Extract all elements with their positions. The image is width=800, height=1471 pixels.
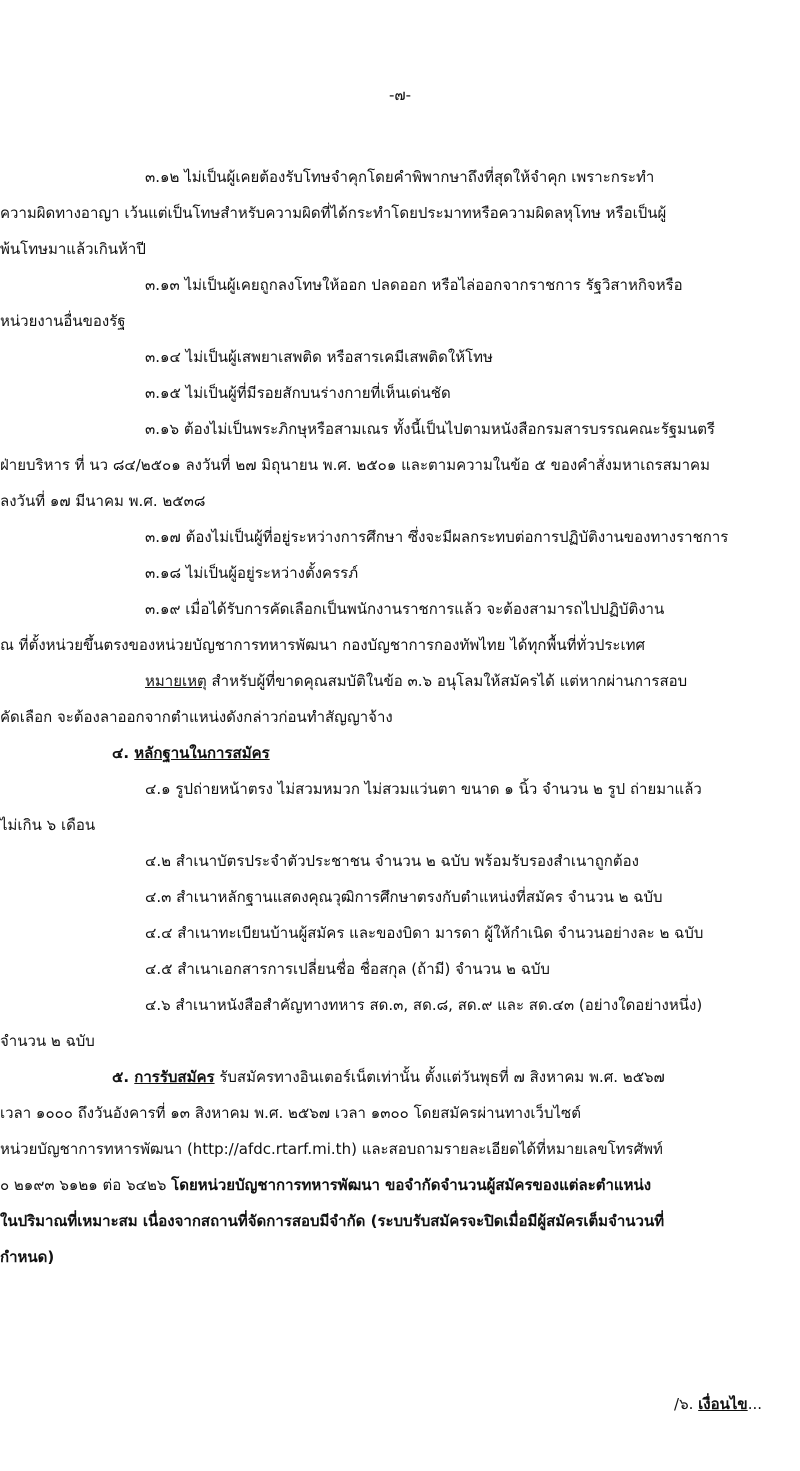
item-3-14: ๓.๑๔ ไม่เป็นผู้เสพยาเสพติด หรือสารเคมีเสพติดให้โทษ [145,348,493,366]
note-text: สำหรับผู้ที่ขาดคุณสมบัติในข้อ ๓.๖ อนุโลมให้สมัครได้ แต่หากผ่านการสอบ [206,672,688,690]
item-4-3: ๔.๓ สำเนาหลักฐานแสดงคุณวุฒิการศึกษาตรงกับตำแหน่งที่สมัคร จำนวน ๒ ฉบับ [145,888,663,906]
section-4-title: หลักฐานในการสมัคร [134,744,270,762]
item-4-6-line-2: จำนวน ๒ ฉบับ [0,1032,95,1050]
item-4-1-line-2: ไม่เกิน ๖ เดือน [0,816,96,834]
item-4-1-line-1: ๔.๑ รูปถ่ายหน้าตรง ไม่สวมหมวก ไม่สวมแว่นตา ขนาด ๑ นิ้ว จำนวน ๒ รูป ถ่ายมาแล้ว [145,780,702,798]
item-3-19-line-1: ๓.๑๙ เมื่อได้รับการคัดเลือกเป็นพนักงานราชการแล้ว จะต้องสามารถไปปฏิบัติงาน [145,600,665,618]
item-4-4: ๔.๔ สำเนาทะเบียนบ้านผู้สมัคร และของบิดา มารดา ผู้ให้กำเนิด จำนวนอย่างละ ๒ ฉบับ [145,924,704,942]
item-3-17: ๓.๑๗ ต้องไม่เป็นผู้ที่อยู่ระหว่างการศึกษา ซึ่งจะมีผลกระทบต่อการปฏิบัติงานของทางราชการ [145,528,729,546]
item-3-13-line-1: ๓.๑๓ ไม่เป็นผู้เคยถูกลงโทษให้ออก ปลดออก หรือไล่ออกจากราชการ รัฐวิสาหกิจหรือ [145,276,683,294]
item-3-16-line-3: ลงวันที่ ๑๗ มีนาคม พ.ศ. ๒๕๓๘ [0,492,206,510]
item-3-12-line-2: ความผิดทางอาญา เว้นแต่เป็นโทษสำหรับความผิดที่ได้กระทำโดยประมาทหรือความผิดลหุโทษ หรือเป็นผู้ [0,204,667,222]
section-5-text: รับสมัครทางอินเตอร์เน็ตเท่านั้น ตั้งแต่วันพุธที่ ๗ สิงหาคม พ.ศ. ๒๕๖๗ [214,1068,665,1086]
item-3-12-line-1: ๓.๑๒ ไม่เป็นผู้เคยต้องรับโทษจำคุกโดยคำพิพากษาถึงที่สุดให้จำคุก เพราะกระทำ [145,168,655,186]
section-5-line-6: กำหนด) [0,1248,55,1266]
section-5-line-5: ในปริมาณที่เหมาะสม เนื่องจากสถานที่จัดการสอบมีจำกัด (ระบบรับสมัครจะปิดเมื่อมีผู้สมัครเต็มจำนวนที่ [0,1212,665,1230]
phone-number: ๐ ๒๑๙๓ ๖๑๒๑ ต่อ ๖๔๒๖ [0,1176,172,1194]
limit-notice: โดยหน่วยบัญชาการทหารพัฒนา ขอจำกัดจำนวนผู้สมัครของแต่ละตำแหน่ง [171,1176,652,1194]
note-line-1 [0,670,800,692]
section-4-number: ๔. [112,744,135,762]
section-4-heading [0,742,800,764]
item-3-16-line-2: ฝ่ายบริหาร ที่ นว ๘๔/๒๕๐๑ ลงวันที่ ๒๗ มิถุนายน พ.ศ. ๒๕๐๑ และตามความในข้อ ๕ ของคำสั่งมหาเถรสมาคม [0,456,710,474]
item-4-5: ๔.๕ สำเนาเอกสารการเปลี่ยนชื่อ ชื่อสกุล (ถ้ามี) จำนวน ๒ ฉบับ [145,960,550,978]
item-3-15: ๓.๑๕ ไม่เป็นผู้ที่มีรอยสักบนร่างกายที่เห็นเด่นชัด [145,384,451,402]
item-3-16-line-1: ๓.๑๖ ต้องไม่เป็นพระภิกษุหรือสามเณร ทั้งนี้เป็นไปตามหนังสือกรมสารบรรณคณะรัฐมนตรี [145,420,715,438]
footer-prefix: /๖. [674,1395,699,1413]
footer-ellipsis: ... [747,1395,762,1413]
item-3-19-line-2: ณ ที่ตั้งหน่วยขึ้นตรงของหน่วยบัญชาการทหารพัฒนา กองบัญชาการกองทัพไทย ได้ทุกพื้นที่ทั่วประเทศ [0,636,645,654]
page-number: -๗- [388,86,412,104]
footer-next-section: เงื่อนไข [698,1395,748,1413]
item-3-12-line-3: พ้นโทษมาแล้วเกินห้าปี [0,240,146,258]
section-5-number: ๕. [112,1068,135,1086]
section-5-title: การรับสมัคร [134,1068,215,1086]
item-3-13-line-2: หน่วยงานอื่นของรัฐ [0,312,126,330]
item-4-6-line-1: ๔.๖ สำเนาหนังสือสำคัญทางทหาร สด.๓, สด.๘, สด.๙ และ สด.๔๓ (อย่างใดอย่างหนึ่ง) [145,996,703,1014]
section-5-line-2: เวลา ๑๐๐๐ ถึงวันอังคารที่ ๑๓ สิงหาคม พ.ศ. ๒๕๖๗ เวลา ๑๓๐๐ โดยสมัครผ่านทางเว็บไซต์ [0,1104,581,1122]
item-4-2: ๔.๒ สำเนาบัตรประจำตัวประชาชน จำนวน ๒ ฉบับ พร้อมรับรองสำเนาถูกต้อง [145,852,639,870]
section-5-line-4 [0,1174,800,1196]
note-label: หมายเหตุ [145,672,207,690]
continuation-footer [0,1393,800,1415]
section-5-line-3: หน่วยบัญชาการทหารพัฒนา (http://afdc.rtarf.mi.th) และสอบถามรายละเอียดได้ที่หมายเลขโทรศัพท์ [0,1140,663,1158]
item-3-18: ๓.๑๘ ไม่เป็นผู้อยู่ระหว่างตั้งครรภ์ [145,564,359,582]
note-line-2: คัดเลือก จะต้องลาออกจากตำแหน่งดังกล่าวก่อนทำสัญญาจ้าง [0,708,393,726]
section-5-line-1 [0,1066,800,1088]
